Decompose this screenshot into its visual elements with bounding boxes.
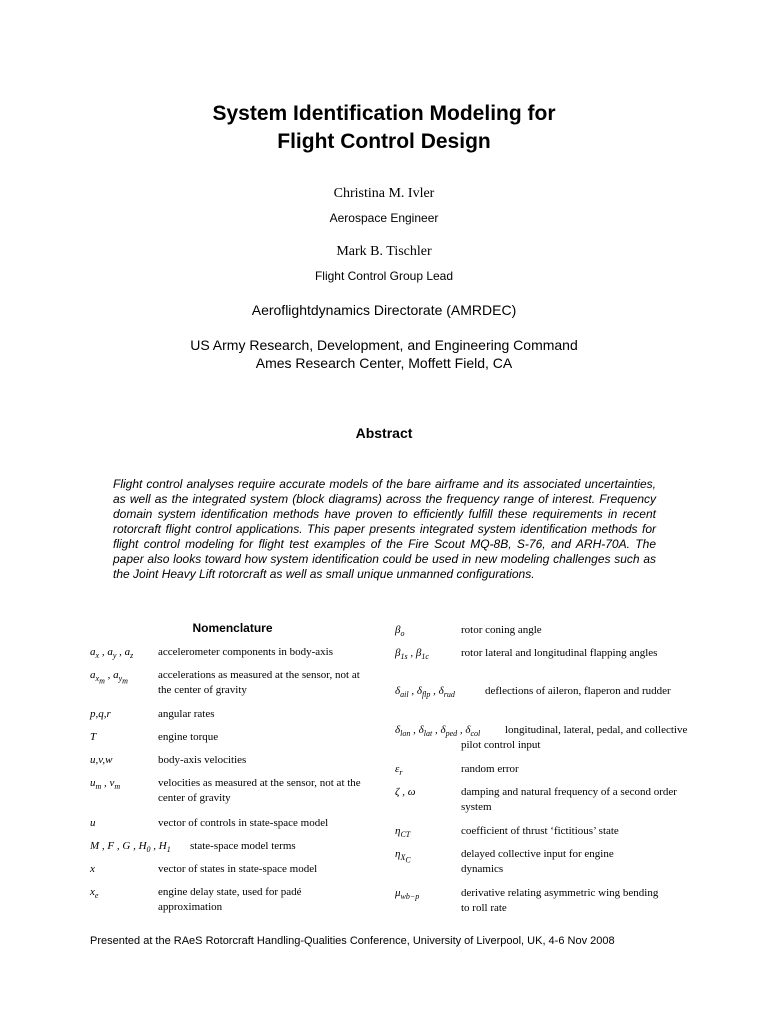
author-role-2: Flight Control Group Lead	[314, 269, 454, 283]
nom-symbol: $\eta_{X_C}$	[395, 848, 411, 865]
author-name-1: Christina M. Ivler	[333, 186, 435, 201]
nom-definition: angular rates	[158, 708, 215, 720]
nom-symbol: $\beta_o$	[395, 624, 405, 639]
nom-symbol: $x_e$	[90, 886, 99, 901]
nom-definition: velocities as measured at the sensor, not at the center of gravity	[158, 777, 361, 804]
nom-definition: deflections of aileron, flaperon and rudder	[485, 685, 671, 697]
author-role-1: Aerospace Engineer	[329, 211, 439, 225]
nom-symbol: $\delta_{ail}$ , $\delta_{flp}$ , $\delta_{rud}$	[395, 685, 455, 700]
nom-definition: engine delay state, used for padé approximation	[158, 886, 302, 913]
nom-definition: vector of controls in state-space model	[158, 817, 329, 829]
nom-definition: damping and natural frequency of a second order system	[461, 786, 677, 813]
nom-definition: coefficient of thrust ‘fictitious’ state	[461, 825, 619, 837]
nom-symbol: $\varepsilon_r$	[395, 763, 403, 778]
nom-definition: engine torque	[158, 731, 219, 743]
page-footer: Presented at the RAeS Rotorcraft Handling-Qualities Conference, University of Liverpool, UK, 4-6 Nov 2008	[90, 935, 615, 947]
nom-symbol: p,q,r	[90, 708, 111, 720]
nom-definition: vector of states in state-space model	[158, 863, 318, 875]
nom-symbol: $\mu_{wb-p}$	[395, 887, 420, 902]
org-directorate: Aeroflightdynamics Directorate (AMRDEC)	[251, 302, 517, 318]
nom-definition: rotor lateral and longitudinal flapping angles	[461, 647, 658, 659]
nom-definition: longitudinal, lateral, pedal, and collective pilot control input	[461, 724, 688, 751]
nom-symbol: $a_x$ , $a_y$ , $a_z$	[90, 646, 134, 661]
nom-symbol: $a_{x_m}$ , $a_{y_m}$	[90, 669, 128, 686]
nomenclature-heading: Nomenclature	[192, 621, 273, 635]
org-command: US Army Research, Development, and Engineering Command	[190, 337, 578, 353]
nom-definition: random error	[461, 763, 519, 775]
author-name-2: Mark B. Tischler	[336, 244, 432, 259]
nom-symbol: u,v,w	[90, 754, 113, 766]
nom-symbol: $\eta_{CT}$	[395, 825, 411, 840]
nom-definition: state-space model terms	[190, 840, 296, 852]
nom-symbol: $\delta_{lon}$ , $\delta_{lat}$ , $\delta_{ped}$ , $\delta_{col}$	[395, 724, 481, 739]
nom-symbol: T	[90, 731, 97, 743]
title-line-1: System Identification Modeling for	[212, 102, 556, 125]
nom-definition: rotor coning angle	[461, 624, 542, 636]
abstract-heading: Abstract	[355, 425, 413, 441]
nom-definition: delayed collective input for engine dynamics	[461, 848, 614, 875]
abstract-text: Flight control analyses require accurate models of the bare airframe and its associated uncertainties, as well as the integrated system (block diagrams) across the frequency range of interest. Frequency domain system identification methods have proven to efficiently fulfill these requirements in recent rotorcraft flight control applications. This paper presents integrated system identification methods for flight control modeling for flight test examples of the Fire Scout MQ-8B, S-76, and ARH-70A. The paper also looks toward how system identification could be used in new modeling challenges such as the Joint Heavy Lift rotorcraft as well as small unique unmanned configurations.	[113, 477, 656, 581]
nom-symbol: M , F , G , $H_0$ , $H_1$	[90, 840, 171, 855]
nom-symbol: x	[90, 863, 95, 875]
nom-definition: accelerometer components in body-axis	[158, 646, 334, 658]
nom-symbol: $\beta_{1s}$ , $\beta_{1c}$	[395, 647, 429, 662]
nom-definition: accelerations as measured at the sensor, not at the center of gravity	[158, 669, 360, 696]
nom-definition: body-axis velocities	[158, 754, 247, 766]
nom-symbol: ζ , ω	[395, 786, 416, 798]
nom-symbol: $u_m$ , $v_m$	[90, 777, 121, 792]
paper-title	[0, 100, 768, 156]
org-location: Ames Research Center, Moffett Field, CA	[255, 355, 513, 371]
nom-definition: derivative relating asymmetric wing bending to roll rate	[461, 887, 659, 914]
nom-symbol: u	[90, 817, 96, 829]
title-line-2: Flight Control Design	[277, 130, 491, 153]
